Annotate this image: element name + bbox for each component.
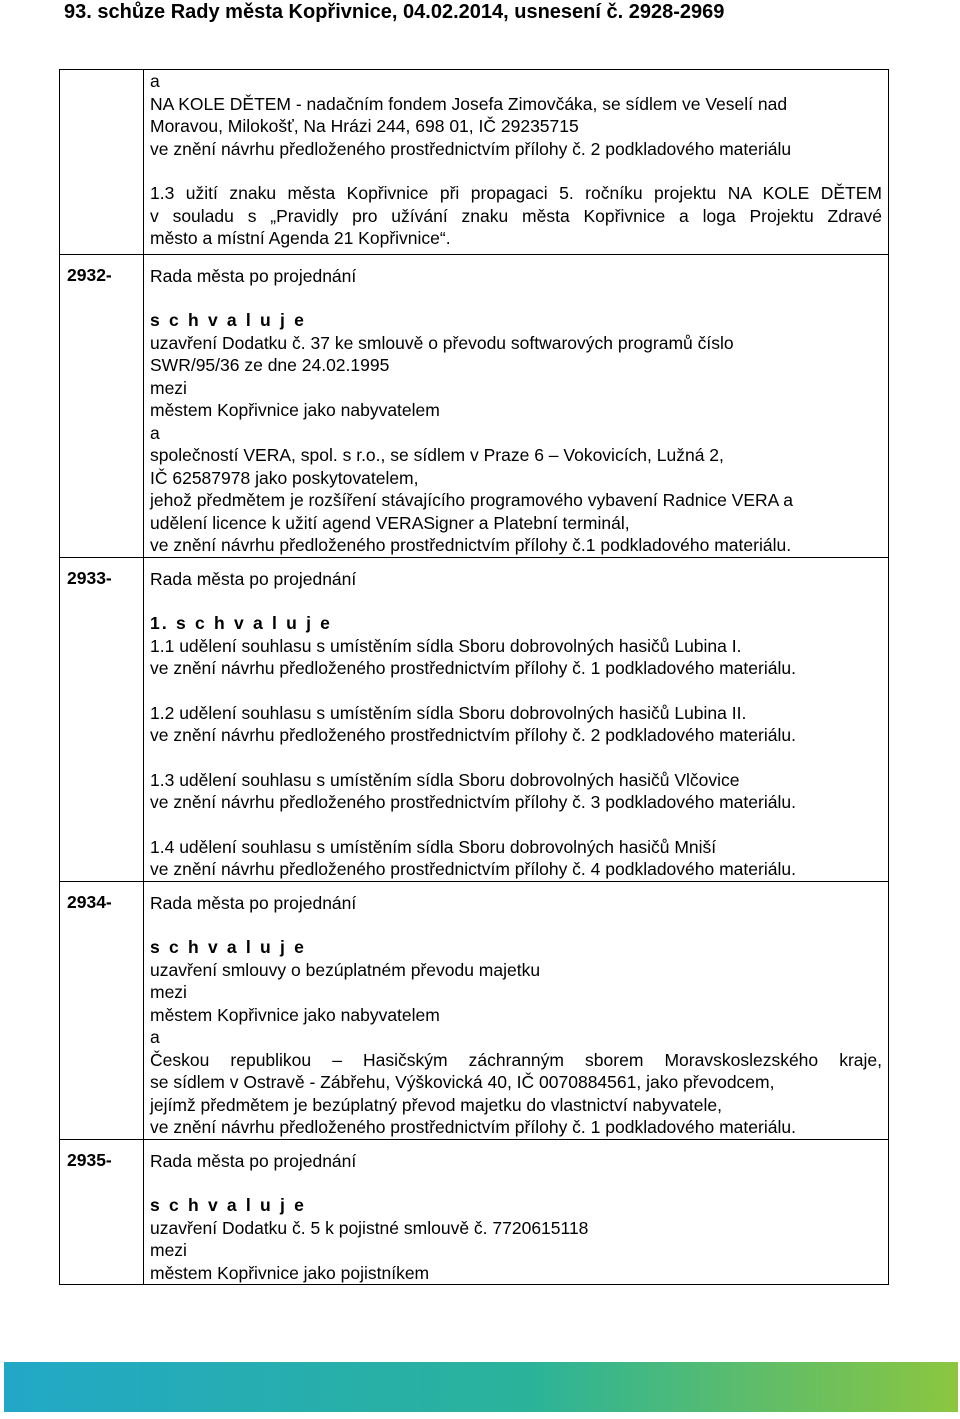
text-line: Českou republikou – Hasičským záchranným sborem Moravskoslezského kraje, — [150, 1049, 882, 1070]
verb-heading: 1. s c h v a l u j e — [150, 613, 333, 633]
resolution-body — [144, 1139, 889, 1285]
text-line: uzavření Dodatku č. 5 k pojistné smlouvě č. 7720615118 — [150, 1217, 589, 1238]
resolution-number: 2934- — [60, 881, 144, 1139]
text-line: město a místní Agenda 21 Kopřivnice“. — [150, 228, 451, 248]
text-line: uzavření smlouvy o bezúplatném převodu majetku — [150, 959, 541, 980]
rada-intro: Rada města po projednání — [150, 892, 357, 913]
text-line: jejímž předmětem je bezúplatný převod majetku do vlastnictví nabyvatele, — [150, 1094, 722, 1115]
text-line: mezi — [150, 377, 187, 398]
text-line: a — [150, 422, 160, 443]
text-line: 1.3 užití znaku města Kopřivnice při propagaci 5. ročníku projektu NA KOLE DĚTEM — [150, 183, 882, 203]
text-line: ve znění návrhu předloženého prostřednictvím přílohy č. 3 podkladového materiálu. — [150, 792, 796, 812]
footer-color-band — [4, 1362, 958, 1412]
text-line: ve znění návrhu předloženého prostřednictvím přílohy č. 1 podkladového materiálu. — [150, 1117, 796, 1137]
resolution-row-2933 — [60, 557, 889, 881]
text-line: městem Kopřivnice jako nabyvatelem — [150, 1004, 440, 1025]
resolution-body — [144, 254, 889, 557]
text-line: Moravou, Milokošť, Na Hrázi 244, 698 01, IČ 29235715 — [150, 116, 579, 136]
resolution-number — [60, 70, 144, 255]
text-line: udělení licence k užití agend VERASigner a Platební terminál, — [150, 512, 630, 533]
spacer — [150, 814, 882, 836]
resolution-number: 2933- — [60, 557, 144, 881]
text-line: mezi — [150, 982, 187, 1002]
text-line: v souladu s „Pravidly pro užívání znaku města Kopřivnice a loga Projektu Zdravé — [150, 205, 882, 226]
spacer — [150, 250, 882, 254]
resolution-body — [144, 70, 889, 255]
text-line: uzavření Dodatku č. 37 ke smlouvě o převodu softwarových programů číslo — [150, 332, 734, 353]
resolutions-table — [59, 69, 889, 1285]
spacer — [150, 680, 882, 702]
page-title: 93. schůze Rady města Kopřivnice, 04.02.2014, usnesení č. 2928-2969 — [64, 1, 725, 23]
text-line: jehož předmětem je rozšíření stávajícího programového vybavení Radnice VERA a — [150, 490, 793, 510]
text-line: a — [150, 71, 160, 91]
rada-intro: Rada města po projednání — [150, 1150, 357, 1171]
text-line: městem Kopřivnice jako nabyvatelem — [150, 400, 440, 420]
verb-heading: s c h v a l u j e — [150, 310, 307, 330]
text-line: a — [150, 1027, 160, 1047]
text-line: mezi — [150, 1240, 187, 1260]
rada-intro: Rada města po projednání — [150, 265, 357, 286]
text-line: SWR/95/36 ze dne 24.02.1995 — [150, 355, 390, 375]
text-line: společností VERA, spol. s r.o., se sídlem v Praze 6 – Vokovicích, Lužná 2, — [150, 445, 724, 465]
text-line: ve znění návrhu předloženého prostřednictvím přílohy č. 4 podkladového materiálu. — [150, 859, 796, 879]
text-line: 1.2 udělení souhlasu s umístěním sídla Sboru dobrovolných hasičů Lubina II. — [150, 702, 747, 723]
spacer — [150, 287, 882, 309]
verb-heading: s c h v a l u j e — [150, 1195, 307, 1215]
resolution-number: 2935- — [60, 1139, 144, 1285]
text-line: se sídlem v Ostravě - Zábřehu, Výškovická 40, IČ 0070884561, jako převodcem, — [150, 1072, 775, 1092]
text-line: ve znění návrhu předloženého prostřednictvím přílohy č. 2 podkladového materiálu — [150, 138, 792, 159]
text-line: 1.3 udělení souhlasu s umístěním sídla Sboru dobrovolných hasičů Vlčovice — [150, 769, 740, 790]
text-line: ve znění návrhu předloženého prostřednictvím přílohy č. 2 podkladového materiálu. — [150, 725, 796, 745]
verb-heading: s c h v a l u j e — [150, 937, 307, 957]
rada-intro: Rada města po projednání — [150, 568, 357, 589]
resolution-number: 2932- — [60, 254, 144, 557]
resolution-body — [144, 557, 889, 881]
text-line: 1.4 udělení souhlasu s umístěním sídla Sboru dobrovolných hasičů Mniší — [150, 836, 717, 857]
spacer — [150, 1172, 882, 1194]
spacer — [150, 914, 882, 936]
text-line: NA KOLE DĚTEM - nadačním fondem Josefa Zimovčáka, se sídlem ve Veselí nad — [150, 93, 788, 114]
resolution-row-2932 — [60, 254, 889, 557]
resolution-row-2934 — [60, 881, 889, 1139]
text-line: ve znění návrhu předloženého prostřednictvím přílohy č. 1 podkladového materiálu. — [150, 658, 796, 678]
spacer — [150, 590, 882, 612]
text-line: 1.1 udělení souhlasu s umístěním sídla Sboru dobrovolných hasičů Lubina I. — [150, 635, 742, 656]
spacer — [150, 747, 882, 769]
text-line: IČ 62587978 jako poskytovatelem, — [150, 467, 419, 488]
resolution-row-2935 — [60, 1139, 889, 1285]
spacer — [150, 160, 882, 182]
resolution-row-continuation — [60, 70, 889, 255]
text-line: ve znění návrhu předloženého prostřednictvím přílohy č.1 podkladového materiálu. — [150, 535, 792, 555]
resolution-body — [144, 881, 889, 1139]
text-line: městem Kopřivnice jako pojistníkem — [150, 1262, 430, 1283]
